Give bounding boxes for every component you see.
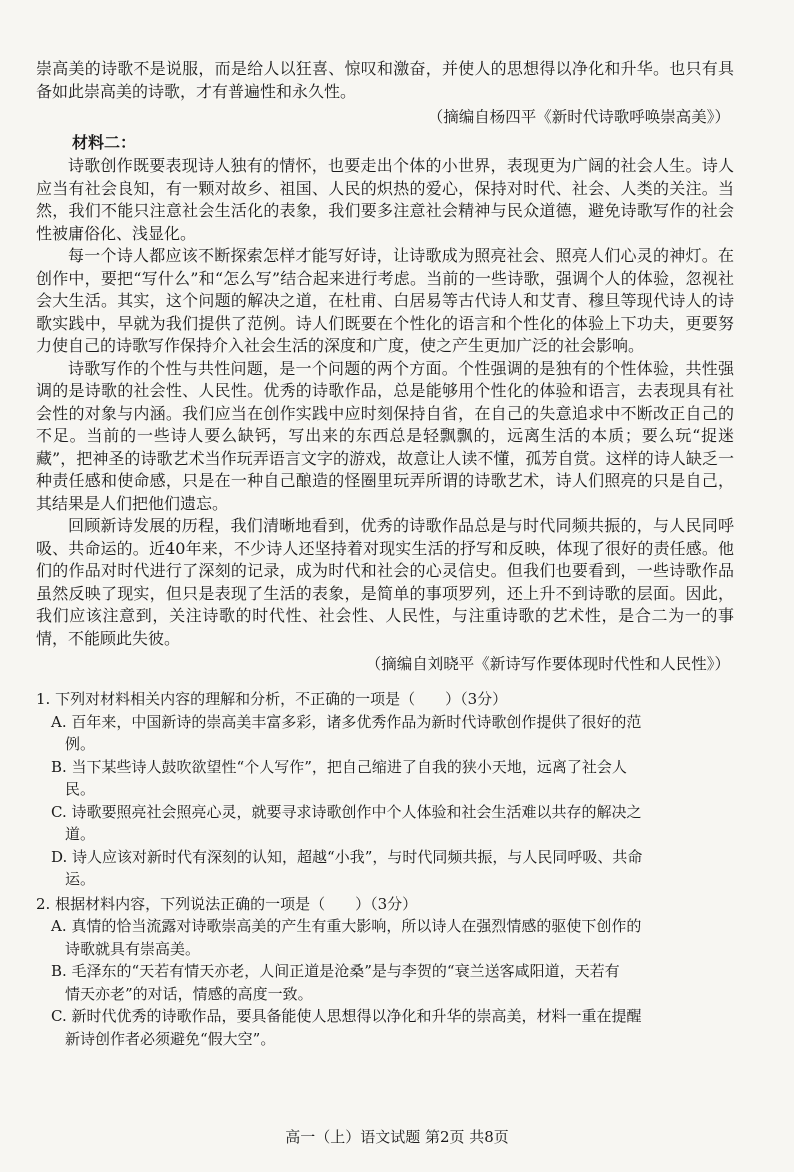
option-b: B. 当下某些诗人鼓吹欲望性“个人写作”，把自己缩进了自我的狭小天地，远离了社会人 民。 <box>51 757 627 798</box>
page-footer: 高一（上）语文试题 第2页 共8页 <box>285 1128 509 1146</box>
material-2-paragraph: 诗歌创作既要表现诗人独有的情怀，也要走出个体的小世界，表现更为广阔的社会人生。诗人应当有社会良知，有一颗对故乡、祖国、人民的炽热的爱心，保持对时代、社会、人类的关注。当然，我们不能只注意社会生活化的表象，我们要多注意社会精神与民众道德，避免诗歌写作的社会性被庸俗化、浅显化。 <box>36 156 734 243</box>
material-2-body <box>36 155 734 650</box>
option-d: D. 诗人应该对新时代有深刻的认知，超越“小我”，与时代同频共振，与人民同呼吸、共命 运。 <box>51 847 643 888</box>
question-1 <box>36 688 734 891</box>
material-2-paragraph: 回顾新诗发展的历程，我们清晰地看到，优秀的诗歌作品总是与时代同频共振的，与人民同呼吸、共命运的。近40年来，不少诗人还坚持着对现实生活的抒写和反映，体现了很好的责任感。他们的作品对时代进行了深刻的记录，成为时代和社会的心灵信史。但我们也要看到，一些诗歌作品虽然反映了现实，但只是表现了生活的表象，是简单的事项罗列，还上升不到诗歌的层面。因此，我们应该注意到，关注诗歌的时代性、社会性、人民性，与注重诗歌的艺术性，是合二为一的事情，不能顾此失彼。 <box>36 516 734 648</box>
option-c: C. 诗歌要照亮社会照亮心灵，就要寻求诗歌创作中个人体验和社会生活难以共存的解决之 道。 <box>51 802 642 843</box>
option-a: A. 百年来，中国新诗的崇高美丰富多彩，诸多优秀作品为新时代诗歌创作提供了很好的范 例。 <box>51 712 642 753</box>
source-citation-2: （摘编自刘晓平《新诗写作要体现时代性和人民性》） <box>365 655 730 673</box>
question-2-stem: 2. 根据材料内容，下列说法正确的一项是（ ）（3分） <box>36 894 418 913</box>
material-2-paragraph: 每一个诗人都应该不断探索怎样才能写好诗，让诗歌成为照亮社会、照亮人们心灵的神灯。在创作中，要把“写什么”和“怎么写”结合起来进行考虑。当前的一些诗歌，强调个人的体验，忽视社会大生活。其实，这个问题的解决之道，在杜甫、白居易等古代诗人和艾青、穆旦等现代诗人的诗歌实践中，早就为我们提供了范例。诗人们既要在个性化的语言和个性化的体验上下功夫，更要努力使自己的诗歌写作保持介入社会生活的深度和广度，使之产生更加广泛的社会影响。 <box>36 246 734 355</box>
option-c: C. 新时代优秀的诗歌作品，要具备能使人思想得以净化和升华的崇高美，材料一重在提醒 新诗创作者必须避免“假大空”。 <box>51 1007 642 1048</box>
option-a: A. 真情的恰当流露对诗歌崇高美的产生有重大影响，所以诗人在强烈情感的驱使下创作的 诗歌就具有崇高美。 <box>51 917 642 958</box>
top-paragraph: 崇高美的诗歌不是说服，而是给人以狂喜、惊叹和激奋，并使人的思想得以净化和升华。也只有具备如此崇高美的诗歌，才有普遍性和永久性。 <box>36 59 734 101</box>
option-b: B. 毛泽东的“天若有情天亦老，人间正道是沧桑”是与李贺的“衰兰送客咸阳道，天若有 情天亦老”的对话，情感的高度一致。 <box>51 962 620 1003</box>
question-1-stem: 1. 下列对材料相关内容的理解和分析，不正确的一项是（ ）（3分） <box>36 690 508 708</box>
material-2-heading: 材料二： <box>72 133 137 152</box>
source-citation-1: （摘编自杨四平《新时代诗歌呼唤崇高美》） <box>427 108 730 126</box>
material-2-paragraph: 诗歌写作的个性与共性问题，是一个问题的两个方面。个性强调的是独有的个性体验，共性强调的是诗歌的社会性、人民性。优秀的诗歌作品，总是能够用个性化的体验和语言，去表现具有社会性的对象与内涵。我们应当在创作实践中应时刻保持自省，在自己的失意追求中不断改正自己的不足。当前的一些诗人要么缺钙，写出来的东西总是轻飘飘的，远离生活的本质；要么玩“捉迷藏”，把神圣的诗歌艺术当作玩弄语言文字的游戏，故意让人读不懂，孤芳自赏。这样的诗人缺乏一种责任感和使命感，只是在一种自己酿造的怪圈里玩弄所谓的诗歌艺术，诗人们照亮的只是自己，其结果是人们把他们遗忘。 <box>36 358 734 513</box>
question-2 <box>36 893 734 1051</box>
